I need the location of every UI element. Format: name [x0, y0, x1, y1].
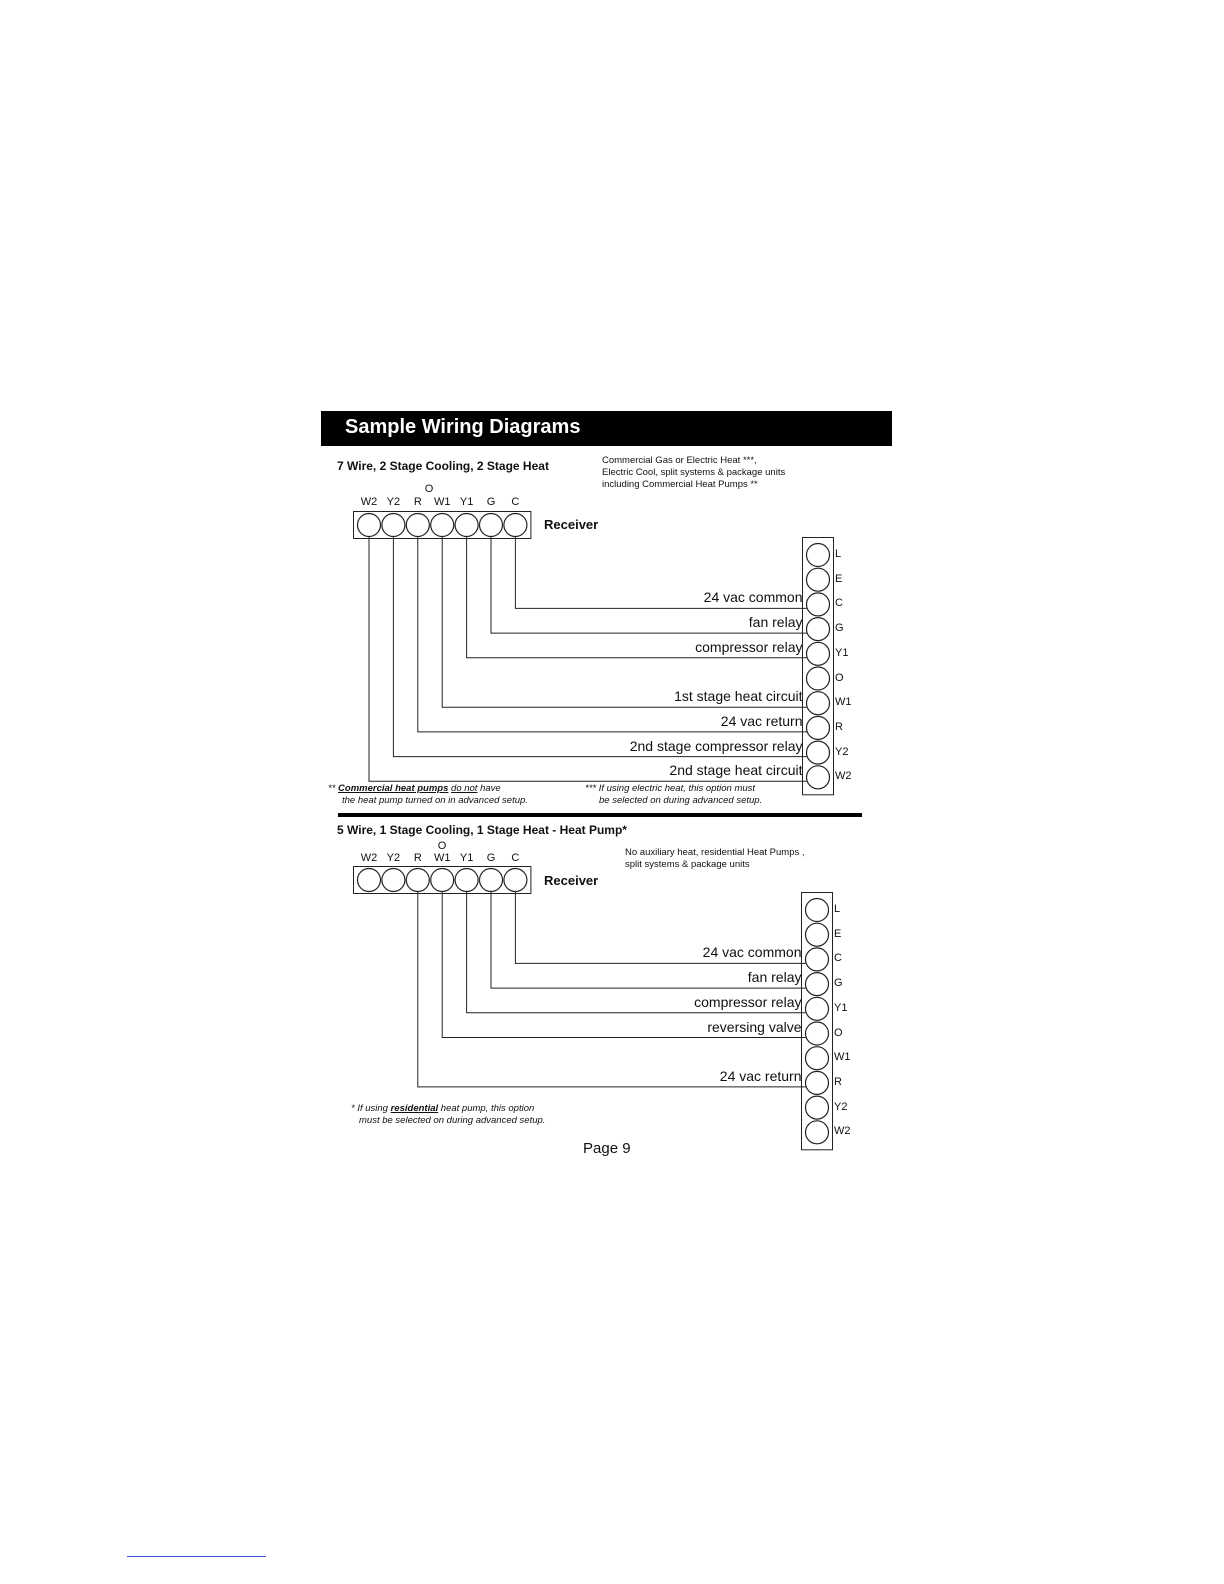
- diagram2-thermostat-label-e: E: [834, 927, 842, 940]
- diagram2-wire-label-4: 24 vac return: [719, 1067, 802, 1084]
- diagram1-thermostat-terminal-c: [807, 593, 830, 616]
- diagram1-thermostat-terminal-y2: [807, 741, 830, 764]
- diagram2-receiver-label-w2: W2: [360, 852, 378, 864]
- diagram2-note: * If using residential heat pump, this option must be selected on during advanced setup.: [351, 1103, 546, 1126]
- diagram1-receiver-label-c: C: [511, 496, 520, 508]
- diagram1-note-left: ** Commercial heat pumps do not have the heat pump turned on in advanced setup.: [328, 783, 528, 806]
- diagram2-thermostat-terminal-w1: [806, 1047, 829, 1070]
- diagram2-o-label: O: [437, 840, 447, 852]
- diagram2-thermostat-label-c: C: [834, 952, 842, 965]
- diagram2-receiver-label-r: R: [413, 852, 422, 864]
- diagram1-thermostat-label-e: E: [835, 572, 843, 585]
- diagram2-thermostat-terminal-e: [806, 923, 829, 946]
- diagram1-thermostat-label-y2: Y2: [835, 745, 849, 758]
- diagram2-thermostat-label-w2: W2: [834, 1125, 851, 1138]
- diagram1-wire-label-4: 24 vac return: [720, 712, 803, 729]
- diagram2-receiver-terminal-w1: [431, 869, 454, 892]
- diagram1-description-line3: including Commercial Heat Pumps **: [602, 479, 758, 490]
- diagram2-wire-label-1: fan relay: [747, 969, 802, 986]
- diagram1-thermostat-terminal-l: [807, 544, 830, 567]
- diagram2-receiver-label: Receiver: [544, 873, 599, 888]
- diagram1-wire-label-6: 2nd stage heat circuit: [669, 762, 803, 779]
- diagram1-receiver-terminal-w2: [358, 514, 381, 537]
- diagram1-thermostat-terminal-e: [807, 568, 830, 591]
- diagram1-title: 7 Wire, 2 Stage Cooling, 2 Stage Heat: [337, 459, 549, 473]
- diagram1-thermostat-terminal-g: [807, 618, 830, 641]
- diagram2-receiver-label-y2: Y2: [386, 852, 401, 864]
- diagram1-receiver-label-y1: Y1: [459, 496, 474, 508]
- diagram1-description-line2: Electric Cool, split systems & package units: [602, 467, 786, 478]
- diagram1-receiver-label: Receiver: [544, 517, 599, 532]
- diagram2-thermostat-terminal-l: [806, 899, 829, 922]
- diagram2-thermostat-terminal-c: [806, 948, 829, 971]
- diagram2-receiver-terminal-y2: [382, 869, 405, 892]
- diagram1-receiver-terminal-g: [480, 514, 503, 537]
- page-title: Sample Wiring Diagrams: [345, 416, 581, 438]
- diagram1-o-label: O: [424, 483, 434, 495]
- diagram1-thermostat-label-w2: W2: [835, 770, 852, 783]
- diagram2-wire-4: [418, 892, 806, 1087]
- diagram1-receiver-label-r: R: [413, 496, 422, 508]
- diagram1-thermostat-label-g: G: [835, 622, 844, 635]
- diagram1-receiver-terminal-c: [504, 514, 527, 537]
- diagram2-receiver-terminal-g: [480, 869, 503, 892]
- diagram2-wire-label-3: reversing valve: [707, 1018, 802, 1035]
- diagram1-receiver-label-g: G: [486, 496, 496, 508]
- diagram1-thermostat-terminal-w2: [807, 766, 830, 789]
- diagram1-receiver-terminal-r: [406, 514, 429, 537]
- diagram1-receiver-terminal-y2: [382, 514, 405, 537]
- diagram1-receiver-label-w2: W2: [360, 496, 378, 508]
- diagram1-thermostat-terminal-w1: [807, 692, 830, 715]
- diagram2-receiver-terminal-w2: [358, 869, 381, 892]
- diagram2-description-line1: No auxiliary heat, residential Heat Pumps ,: [625, 847, 805, 858]
- diagram1-wire-label-0: 24 vac common: [703, 589, 803, 606]
- diagram2-receiver-label-c: C: [511, 852, 520, 864]
- diagram2-receiver-label-w1: W1: [433, 852, 451, 864]
- diagram2-thermostat-label-g: G: [834, 977, 843, 990]
- diagram2-thermostat-label-l: L: [834, 903, 841, 915]
- diagram1-thermostat-terminal-o: [807, 667, 830, 690]
- diagram2-receiver-label-y1: Y1: [459, 852, 474, 864]
- diagram2-receiver-terminal-r: [406, 869, 429, 892]
- diagram2-thermostat-terminal-w2: [806, 1121, 829, 1144]
- diagram1-description-line1: Commercial Gas or Electric Heat ***,: [602, 455, 757, 466]
- diagram2-title: 5 Wire, 1 Stage Cooling, 1 Stage Heat - Heat Pump*: [337, 823, 627, 837]
- diagram1-receiver-terminal-w1: [431, 514, 454, 537]
- diagram2-thermostat-terminal-y2: [806, 1096, 829, 1119]
- diagram1-wire-label-2: compressor relay: [695, 638, 803, 655]
- diagram1-thermostat-terminal-y1: [807, 642, 830, 665]
- diagram2-thermostat-label-w1: W1: [834, 1051, 851, 1064]
- diagram1-thermostat-label-l: L: [835, 548, 842, 560]
- diagram1-receiver-terminal-y1: [455, 514, 478, 537]
- diagram2-description-line2: split systems & package units: [625, 859, 750, 870]
- diagram2-receiver-label-g: G: [486, 852, 496, 864]
- diagram2-thermostat-terminal-y1: [806, 997, 829, 1020]
- diagram2-thermostat-label-y2: Y2: [834, 1100, 848, 1113]
- diagram2-receiver-terminal-y1: [455, 869, 478, 892]
- diagram1-thermostat-label-w1: W1: [835, 696, 852, 709]
- diagram1-receiver-label-y2: Y2: [386, 496, 401, 508]
- diagram1-thermostat-label-y1: Y1: [835, 646, 849, 659]
- diagram2-wire-label-2: compressor relay: [694, 993, 802, 1010]
- diagram1-note-right: *** If using electric heat, this option must be selected on during advanced setup.: [585, 783, 763, 806]
- diagram2-receiver-terminal-c: [504, 869, 527, 892]
- diagram1-thermostat-label-c: C: [835, 597, 843, 610]
- page-number: Page 9: [583, 1140, 631, 1157]
- diagram2-thermostat-terminal-r: [806, 1071, 829, 1094]
- diagram1-thermostat-label-r: R: [835, 720, 843, 733]
- diagram1-receiver-label-w1: W1: [433, 496, 451, 508]
- diagram2-thermostat-terminal-g: [806, 973, 829, 996]
- diagram1-wire-label-5: 2nd stage compressor relay: [629, 737, 803, 754]
- diagram2-thermostat-label-r: R: [834, 1075, 842, 1088]
- diagram1-thermostat-label-o: O: [835, 671, 844, 684]
- diagram2-wire-label-0: 24 vac common: [702, 944, 802, 961]
- diagram2-thermostat-label-y1: Y1: [834, 1001, 848, 1014]
- diagram2-thermostat-terminal-o: [806, 1022, 829, 1045]
- diagram1-wire-label-3: 1st stage heat circuit: [674, 688, 803, 705]
- diagram2-thermostat-label-o: O: [834, 1026, 843, 1039]
- diagram1-thermostat-terminal-r: [807, 716, 830, 739]
- diagram1-wire-label-1: fan relay: [748, 614, 803, 631]
- diagram2-wire-3: [442, 892, 805, 1038]
